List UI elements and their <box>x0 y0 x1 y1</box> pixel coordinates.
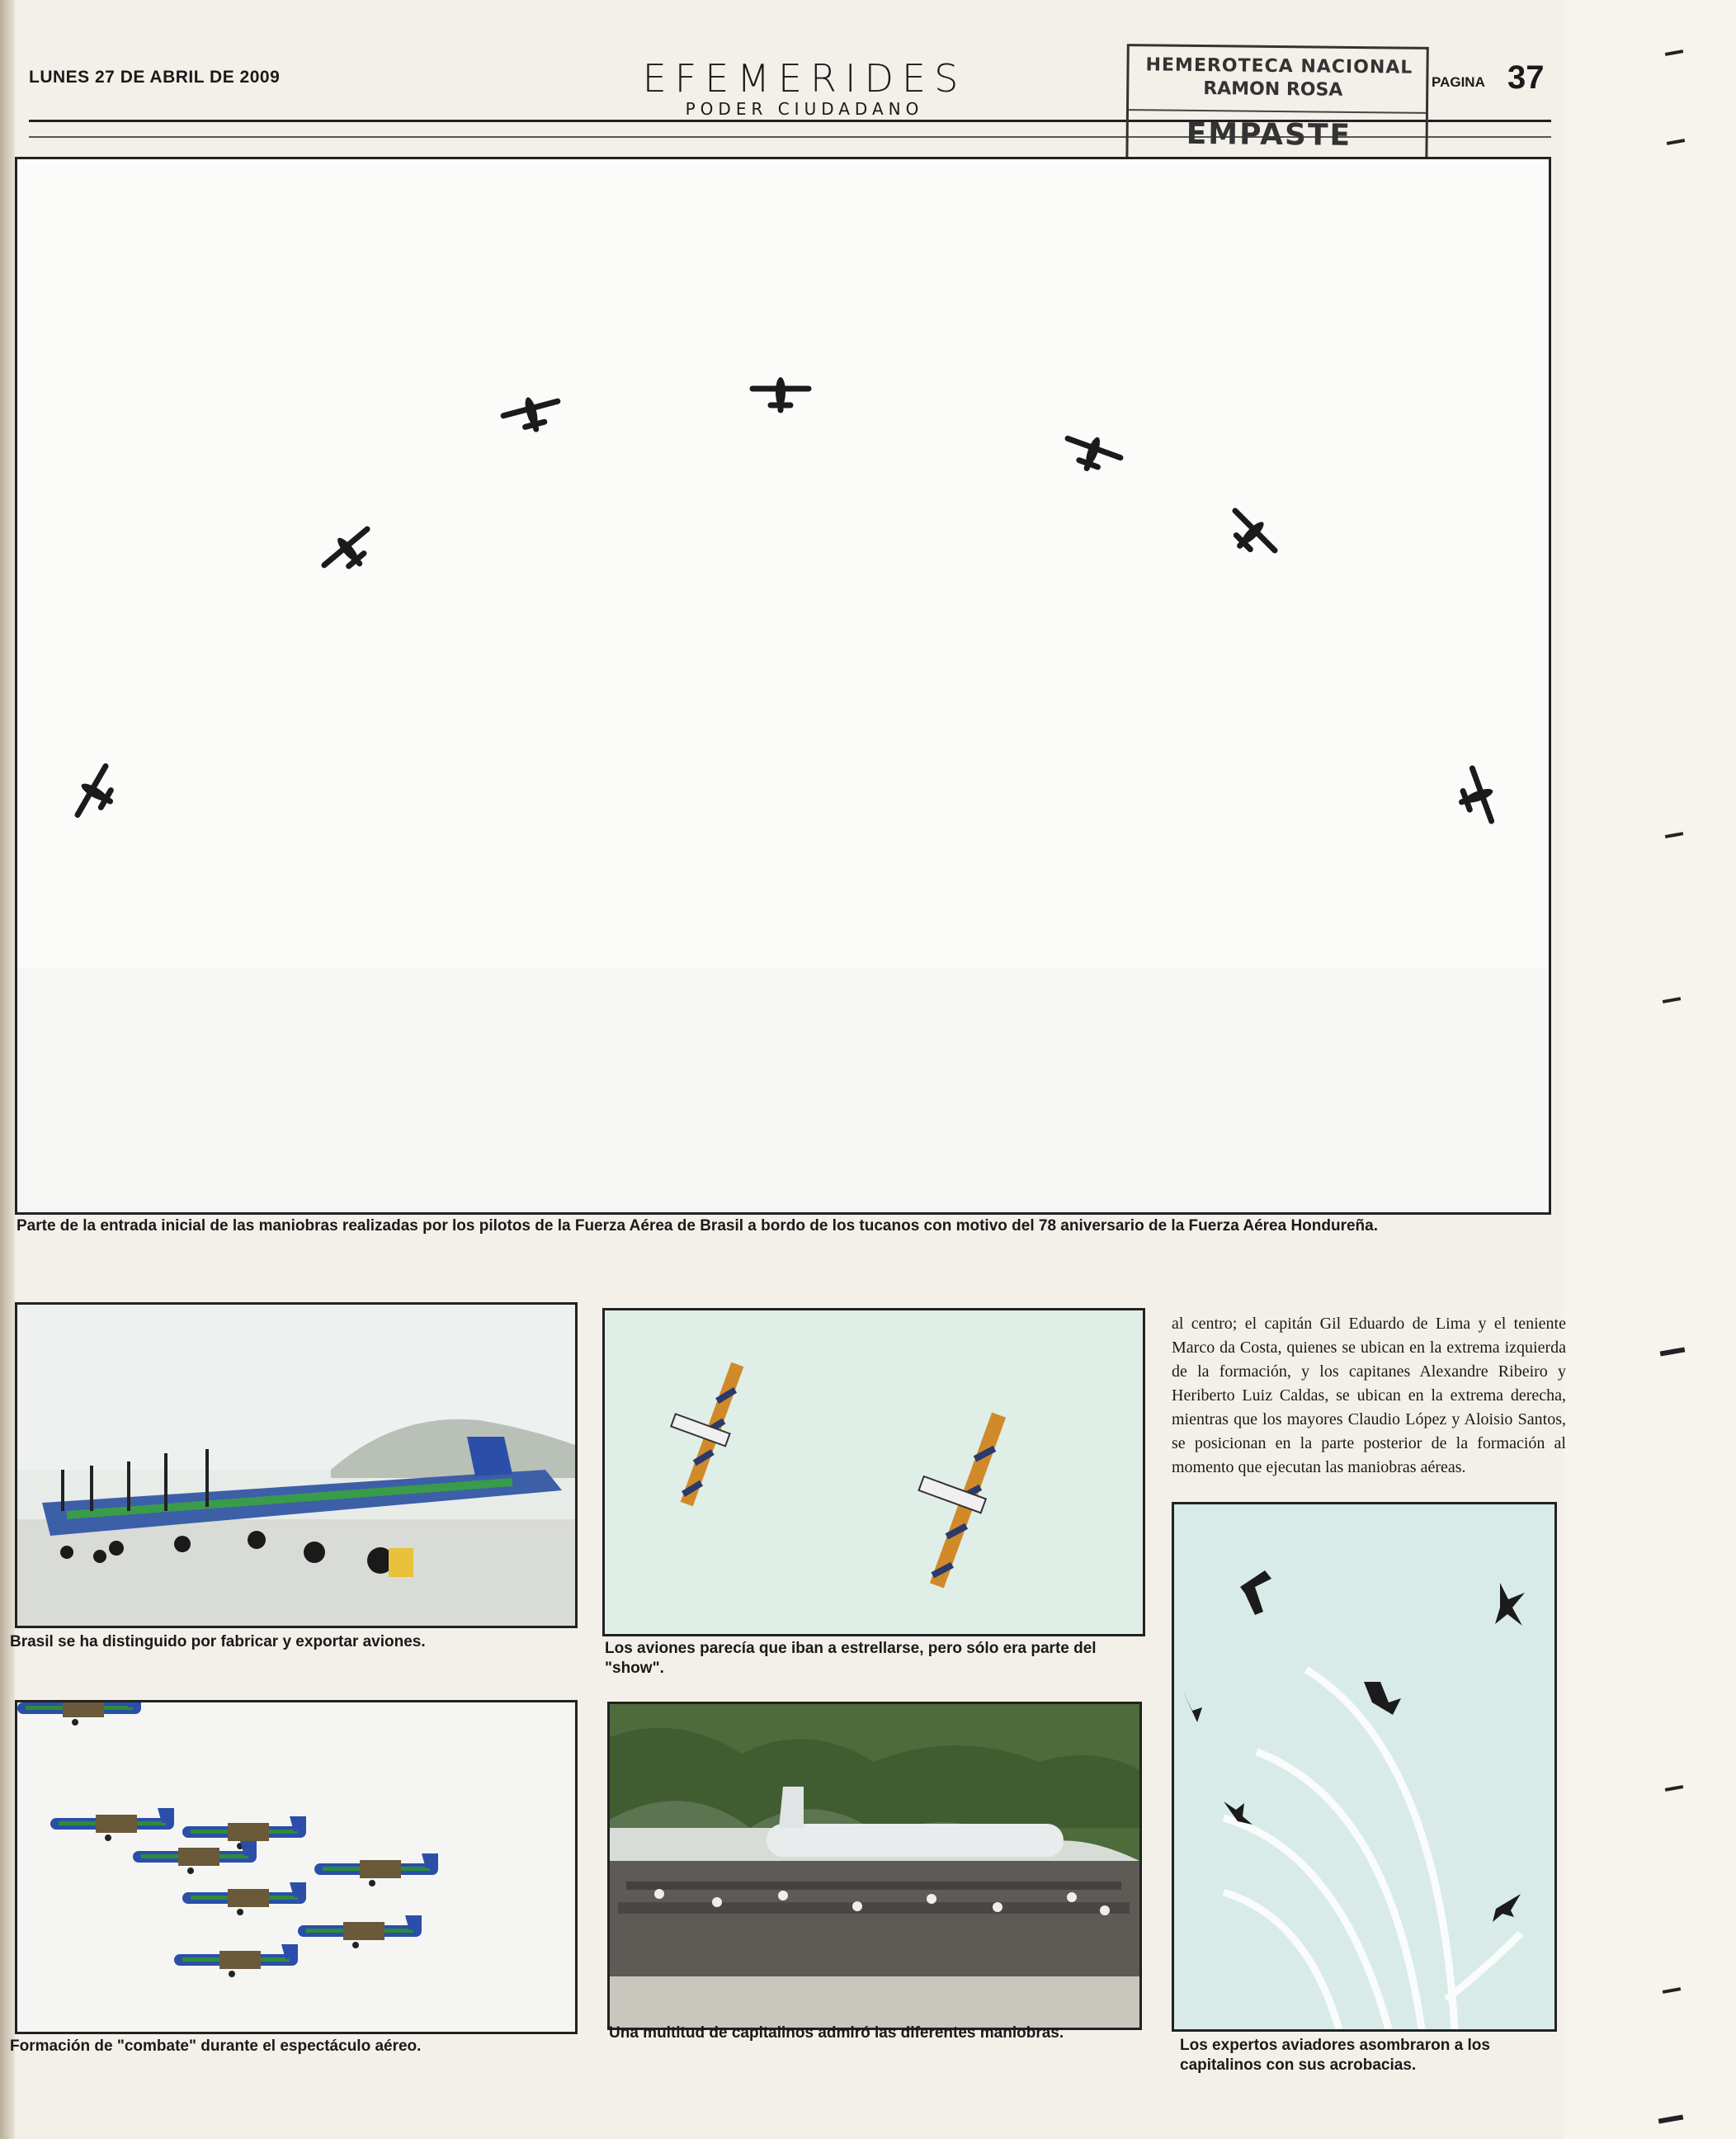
aircraft-silhouette <box>752 377 809 410</box>
stamp-divider <box>1129 109 1426 114</box>
page-binding-shadow <box>0 0 15 2139</box>
photo-3-caption: Los expertos aviadores asombraron a los capitalinos con sus acrobacias. <box>1180 2037 1490 2074</box>
photo-crossing-aircraft <box>602 1308 1145 1636</box>
stamp-line-2: RAMON ROSA <box>1203 78 1343 101</box>
section-title: EFEMERIDES <box>642 56 967 101</box>
aircraft-silhouette <box>501 390 564 437</box>
aircraft-silhouette <box>1220 503 1283 565</box>
page-label: PAGINA <box>1432 74 1485 90</box>
photo-4-caption: Formación de "combate" durante el espectáculo aéreo. <box>10 2037 422 2055</box>
photo-2-caption: Los aviones parecía que iban a estrellarse, pero sólo era parte del "show". <box>605 1640 1097 1677</box>
aircraft-silhouette <box>317 520 381 581</box>
formation-sky-photo <box>17 159 1549 1212</box>
main-photo <box>15 157 1551 1215</box>
article-body: al centro; el capitán Gil Eduardo de Lima y el teniente Marco da Costa, quienes se ubican en la extrema izquierda de la formación, y los capitanes Alexandre Ribeiro y Heriberto Luiz Caldas, se ubican en la extrema derecha, mientras que los mayores Claudio López y Aloisio Santos, se posicionan en la parte posterior de la formación al momento que ejecutan las maniobras aéreas. <box>1172 1315 1566 1476</box>
photo-aircraft-lineup <box>15 1302 578 1628</box>
aircraft-silhouette <box>1452 764 1502 829</box>
aircraft-silhouette <box>68 761 125 826</box>
photo-aerobatics-smoke <box>1172 1502 1557 2032</box>
main-photo-caption: Parte de la entrada inicial de las maniobras realizadas por los pilotos de la Fuerza Aérea de Brasil a bordo de los tucanos con motivo del 78 aniversario de la Fuerza Aérea Hondureña. <box>17 1217 1379 1235</box>
photo-5-caption: Una multitud de capitalinos admiró las diferentes maniobras. <box>609 2024 1064 2042</box>
page-margin <box>1564 0 1736 2139</box>
archive-stamp <box>1125 44 1429 176</box>
aircraft-silhouette <box>1060 427 1125 478</box>
photo-1-caption: Brasil se ha distinguido por fabricar y exportar aviones. <box>10 1633 426 1650</box>
stamp-line-3: EMPASTE <box>1186 116 1352 153</box>
issue-date: LUNES 27 DE ABRIL DE 2009 <box>29 68 281 87</box>
stamp-line-1: HEMEROTECA NACIONAL <box>1145 54 1413 78</box>
photo-combat-formation <box>15 1700 578 2034</box>
page-number: 37 <box>1507 59 1545 96</box>
section-subtitle: PODER CIUDADANO <box>685 99 924 119</box>
photo-crowd <box>607 1702 1142 2030</box>
